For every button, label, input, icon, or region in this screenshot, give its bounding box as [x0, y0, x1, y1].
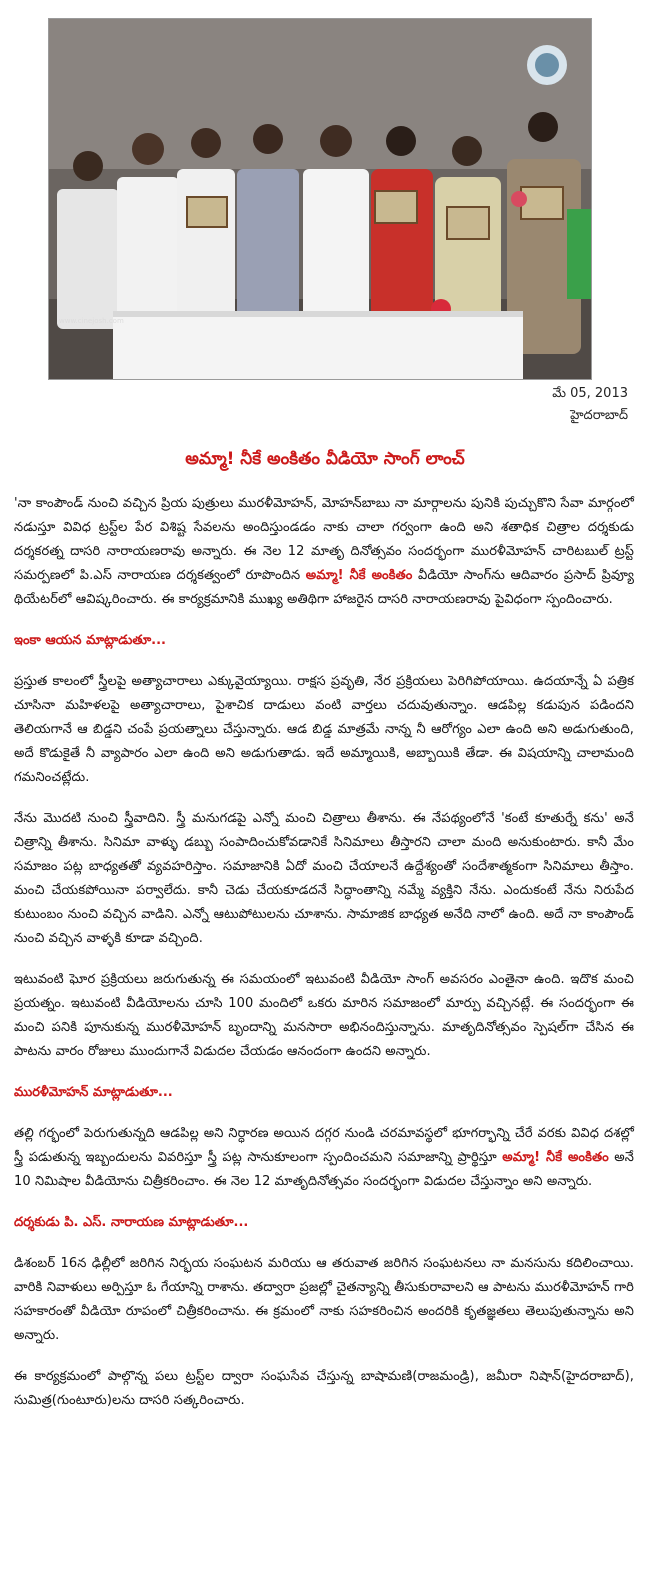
song-title-highlight: అమ్మా! నీకే అంకితం: [305, 568, 413, 583]
paragraph-2: ప్రస్తుత కాలంలో స్త్రీలపై అత్యాచారాలు ఎక్కువైయ్యాయి. రాక్షస ప్రవృతి, నేర ప్రక్రియలు పెరిగిపోయాయి. ఉదయాన్నే ఏ పత్రిక చూసినా మహిళలపై అత్యాచారాలు, పైశాచిక దాడులు వంటి వార్తలు చదువుతున్నాం. ఆడపిల్ల కడుపున పడిందని తెలియగానే ఆ బిడ్డని చంపే ప్రయత్నాలు చేస్తున్నారు. ఆడ బిడ్డ మాత్రమే నాన్న నీ ఆరోగ్యం ఎలా ఉంది అని అడుగుతుంది, అదే కొడుకైతే నీ వ్యాపారం ఎలా ఉంది అని అడుగుతాడు. ఇదే అమ్మాయికి, అబ్బాయికి తేడా. ఈ విషయాన్ని చాలామంది గమనించట్లేదు.: [14, 674, 634, 785]
paragraph-7: ఈ కార్యక్రమంలో పాల్గొన్న పలు ట్రస్ట్‌ల ద్వారా సంఘసేవ చేస్తున్న బాషామణి(రాజమండ్రి), జమీరా నిషాన్(హైదరాబాద్), సుమిత్ర(గుంటూరు)లను దాసరి సత్కరించారు.: [14, 1369, 634, 1408]
dateline-place: హైదరాబాద్: [570, 408, 628, 423]
subheading-dasari: ఇంకా ఆయన మాట్లాడుతూ...: [14, 633, 166, 648]
article-body: [14, 492, 634, 1430]
song-title-highlight-2: అమ్మా! నీకే అంకితం: [502, 1150, 609, 1165]
paragraph-3: నేను మొదటి నుంచి స్త్రీవాదిని. స్త్రీ మనుగడపై ఎన్నో మంచి చిత్రాలు తీశాను. ఈ నేపథ్యంలోనే 'కంటే కూతుర్నే కను' అనే చిత్రాన్ని తీశాను. సినిమా వాళ్ళు డబ్బు సంపాదించుకోవడానికే సినిమాలు తీస్తారని చాలా మంది అనుకుంటారు. కానీ మేం సమాజం పట్ల బాధ్యతతో వ్యవహరిస్తాం. సమాజానికి ఏదో మంచి చేయాలనే ఉద్దేశ్యంతో సందేశాత్మకంగా సినిమాలు తీస్తాం. మంచి చేయకపోయినా పర్వాలేదు. కానీ చెడు చేయకూడదనే సిద్ధాంతాన్ని నమ్మే వ్యక్తిని నేను. ఎందుకంటే నేను నిరుపేద కుటుంబం నుంచి వచ్చిన వాడిని. ఎన్నో ఆటుపోటులను చూశాను. సామాజిక బాధ్యత అనేది నాలో ఉంది. అదే నా కాంపౌండ్ నుంచి వచ్చిన వాళ్ళకి కూడా వచ్చింది.: [14, 811, 634, 946]
paragraph-6: డిశంబర్ 16న ఢిల్లీలో జరిగిన నిర్భయ సంఘటన మరియు ఆ తరువాత జరిగిన సంఘటనలు నా మనసును కదిలించాయి. వారికి నివాళులు అర్పిస్తూ ఓ గేయాన్ని రాశాను. తద్వారా ప్రజల్లో చైతన్యాన్ని తీసుకురావాలని ఆ పాటను మురళీమోహన్ గారి సహకారంతో వీడియో రూపంలో చిత్రీకరించాను. ఈ క్రమంలో నాకు సహకరించిన అందరికి కృతజ్ఞతలు తెలుపుతున్నాను అని అన్నారు.: [14, 1256, 634, 1343]
paragraph-4: ఇటువంటి ఘోర ప్రక్రియలు జరుగుతున్న ఈ సమయంలో ఇటువంటి వీడియో సాంగ్ అవసరం ఎంతైనా ఉంది. ఇదొక మంచి ప్రయత్నం. ఇటువంటి వీడియోలను చూసి 100 మందిలో ఒకరు మారిన సమాజంలో మార్పు వచ్చినట్లే. ఈ సందర్భంగా ఈ మంచి పనికి పూనుకున్న మురళీమోహన్ బృందాన్ని మనసారా అభినందిస్తున్నాను. మాతృదినోత్సవం స్పెషల్‌గా చేసిన ఈ పాటను వారం రోజులు ముందుగానే విడుదల చేయడం ఆనందంగా ఉందని అన్నారు.: [14, 972, 634, 1059]
subheading-director: దర్శకుడు పి. ఎస్. నారాయణ మాట్లాడుతూ...: [14, 1215, 249, 1230]
paragraph-intro: 'నా కాంపౌండ్ నుంచి వచ్చిన ప్రియ పుత్రులు మురళీమోహన్, మోహన్‌బాబు నా మార్గాలను పునికి పుచ్చుకొని సేవా మార్గంలో నడుస్తూ వివిధ ట్రస్ట్‌ల పేర విశిష్ట సేవలను అందిస్తుండడం నాకు చాలా గర్వంగా ఉంది అని శతాధిక చిత్రాల దర్శకుడు దర్శకరత్న దాసరి నారాయణరావు అన్నారు. ఈ నెల 12 మాతృ దినోత్సవం సందర్భంగా మురళీమోహన్ చారిటబుల్ ట్రస్ట్ సమర్పణలో పి.ఎస్ నారాయణ దర్శకత్వంలో రూపొందిన అమ్మా! నీకే అంకితం వీడియో సాంగ్‌ను ఆదివారం ప్రసాద్ ప్రివ్యూ థియేటర్‌లో ఆవిష్కరించారు. ఈ కార్యక్రమానికి ముఖ్య అతిథిగా హాజరైన దాసరి నారాయణరావు పైవిధంగా స్పందించారు.: [14, 496, 634, 607]
event-photo: [48, 18, 592, 380]
article-headline: అమ్మా! నీకే అంకితం వీడియో సాంగ్ లాంచ్: [185, 449, 465, 469]
publish-date: మే 05, 2013: [552, 386, 628, 401]
paragraph-5: తల్లి గర్భంలో పెరుగుతున్నది ఆడపిల్ల అని నిర్ధారణ అయిన దగ్గర నుండి చరమావస్థలో భూగర్భాన్ని చేరే వరకు వివిధ దశల్లో స్త్రీ పడుతున్న ఇబ్బందులను వివరిస్తూ స్త్రీ పట్ల సానుకూలంగా స్పందించమని సమాజాన్ని ప్రార్థిస్తూ అమ్మా! నీకే అంకితం అనే 10 నిమిషాల వీడియోను చిత్రీకరించాం. ఈ నెల 12 మాతృదినోత్సవం సందర్భంగా విడుదల చేస్తున్నాం అని అన్నారు.: [14, 1126, 634, 1189]
photo-watermark: www.cinejosh.com: [59, 317, 124, 325]
subheading-muralimohan: మురళీమోహన్ మాట్లాడుతూ...: [14, 1085, 173, 1100]
